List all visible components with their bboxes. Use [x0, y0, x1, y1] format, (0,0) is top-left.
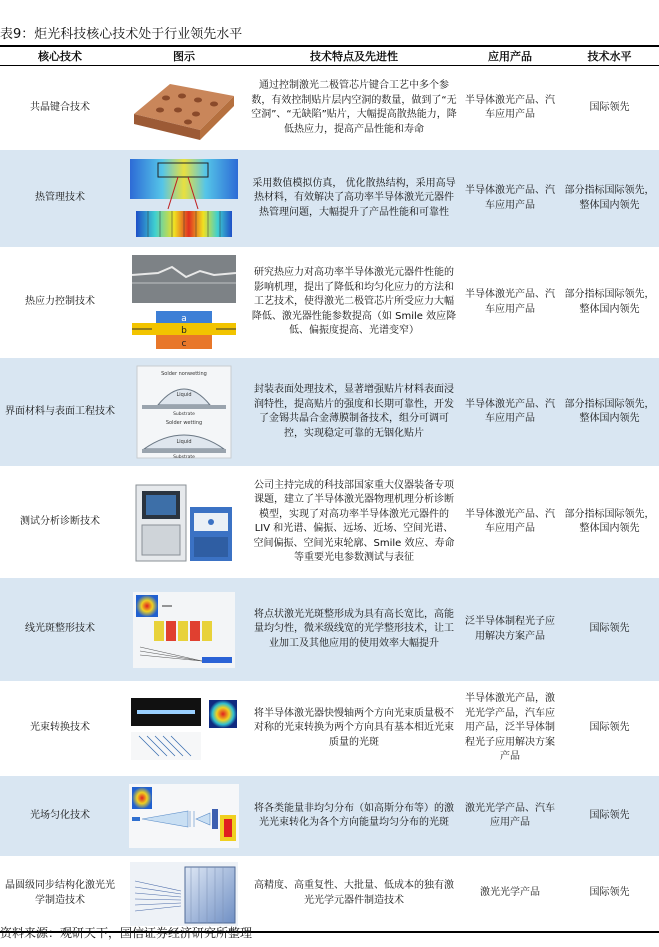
tech-app: 半导体激光产品、汽车应用产品: [465, 508, 555, 534]
tech-name: 测试分析诊断技术: [20, 515, 100, 527]
tech-name: 晶圆级同步结构化激光光学制造技术: [5, 880, 115, 906]
tech-level: 部分指标国际领先，整体国内领先: [564, 185, 655, 211]
tech-app: 半导体激光产品、汽车应用产品: [465, 289, 555, 315]
table-row: [0, 150, 659, 247]
tech-feature: 通过控制激光二极管芯片键合工艺中多个参数，有效控制贴片层内空洞的数量，做到了“无空洞”、“无缺陷”贴片，大幅提高散热能力，降低热应力，提高产品性能和寿命: [251, 80, 457, 135]
liquid-label-2: Liquid: [176, 439, 192, 445]
tech-feature: 将点状激光光斑整形成为具有高长宽比，高能量均匀性，微米级线宽的光学整形技术，让工业加工及其他应用的使用效率大幅提升: [254, 608, 454, 649]
tech-feature: 高精度、高重复性、大批量、低成本的独有激光光学元器件制造技术: [254, 880, 454, 906]
tech-name: 界面材料与表面工程技术: [5, 405, 115, 417]
table-row: [0, 66, 659, 150]
eutectic-bonding-image: [120, 74, 248, 142]
thermal-management-image: [120, 157, 248, 241]
tech-app: 半导体激光产品，激光光学产品，汽车应用产品，泛半导体制程光子应用解决方案产品: [465, 693, 555, 763]
layer-c-label: c: [181, 338, 187, 349]
substrate-label-2: Substrate: [173, 455, 195, 459]
table-header: [0, 47, 659, 66]
tech-feature: 封装表面处理技术，显著增强贴片材料表面浸润特性，提高贴片的强度和长期可靠性，开发了金锡共晶合金薄膜制备技术，组分可调可控，实现稳定可靠的无铟化贴片: [254, 384, 454, 439]
thermal-stress-image: [120, 253, 248, 353]
tech-feature: 公司主持完成的科技部国家重大仪器装备专项课题，建立了半导体激光器物理机理分析诊断模型，实现了对高功率半导体激光元器件的 LIV 和光谱、偏振、远场、近场、空间光谱、空间偏振、空间光束轮廓、Smile 效应、寿命等重要光电参数测试与表征: [253, 479, 455, 563]
tech-level: 国际领先: [589, 722, 630, 734]
tech-level: 国际领先: [589, 623, 630, 635]
tech-level: 国际领先: [589, 809, 630, 821]
header-image: 图示: [173, 50, 195, 63]
header-feature: 技术特点及先进性: [310, 50, 398, 63]
source-note: 资料来源：观研天下，国信证券经济研究所整理: [0, 926, 253, 940]
field-homogenization-image: [120, 783, 248, 849]
layer-b-label: b: [181, 325, 187, 336]
tech-name: 共晶键合技术: [30, 101, 90, 113]
tech-name: 光束转换技术: [30, 722, 90, 734]
solder-nonwetting-label: Solder nonwetting: [161, 371, 207, 377]
solder-wetting-label: Solder wetting: [165, 420, 203, 426]
table-row: [0, 466, 659, 578]
table-row: [0, 247, 659, 358]
tech-app: 半导体激光产品、汽车应用产品: [465, 398, 555, 424]
liquid-label-1: Liquid: [176, 392, 192, 398]
tech-level: 国际领先: [589, 101, 630, 113]
tech-name: 热管理技术: [35, 192, 85, 204]
tech-name: 线光斑整形技术: [25, 623, 95, 635]
table-row: [0, 578, 659, 681]
tech-level: 国际领先: [589, 887, 630, 899]
tech-app: 半导体激光产品、汽车应用产品: [465, 94, 555, 120]
beam-conversion-image: [120, 696, 248, 762]
tech-app: 半导体激光产品、汽车应用产品: [465, 185, 555, 211]
table-row: [0, 681, 659, 776]
tech-feature: 采用数值模拟仿真， 优化散热结构，采用高导热材料，有效解决了高功率半导体激光元器件热管理问题，大幅提升了产品性能和可靠性: [252, 177, 456, 218]
header-level: 技术水平: [587, 50, 632, 63]
test-equipment-image: [120, 477, 248, 567]
substrate-label-1: Substrate: [173, 412, 195, 417]
core-technology-table: [0, 45, 659, 933]
header-app: 应用产品: [488, 50, 532, 63]
tech-level: 部分指标国际领先，整体国内领先: [564, 508, 655, 534]
tech-level: 部分指标国际领先，整体国内领先: [564, 289, 655, 315]
tech-app: 激光光学产品: [480, 887, 540, 899]
wafer-level-optics-image: [120, 861, 248, 927]
tech-level: 部分指标国际领先，整体国内领先: [564, 398, 655, 424]
tech-feature: 将半导体激光器快慢轴两个方向光束质量极不对称的光束转换为两个方向具有基本相近光束质量的光斑: [254, 707, 454, 748]
tech-name: 热应力控制技术: [25, 296, 95, 308]
layer-a-label: a: [181, 313, 187, 324]
table-row: [0, 358, 659, 466]
interface-material-image: [120, 365, 248, 459]
tech-feature: 将各类能量非均匀分布（如高斯分布等）的激光光束转化为各个方向能量均匀分布的光斑: [254, 802, 454, 828]
table-row: [0, 776, 659, 856]
tech-app: 激光光学产品、汽车应用产品: [465, 802, 555, 828]
tech-feature: 研究热应力对高功率半导体激光元器件性能的影响机理，提出了降低和均匀化应力的方法和工艺技术，使得激光二极管芯片所受应力大幅降低、激光器性能参数提高（如 Smile 效应降低、偏振度提高、光谱变窄）: [251, 267, 457, 337]
tech-app: 泛半导体制程光子应用解决方案产品: [465, 616, 555, 642]
tech-name: 光场匀化技术: [30, 809, 90, 821]
header-name: 核心技术: [38, 50, 82, 63]
table-row: [0, 856, 659, 931]
line-beam-shaping-image: [120, 591, 248, 669]
table-title: 表9：炬光科技核心技术处于行业领先水平: [0, 27, 243, 42]
